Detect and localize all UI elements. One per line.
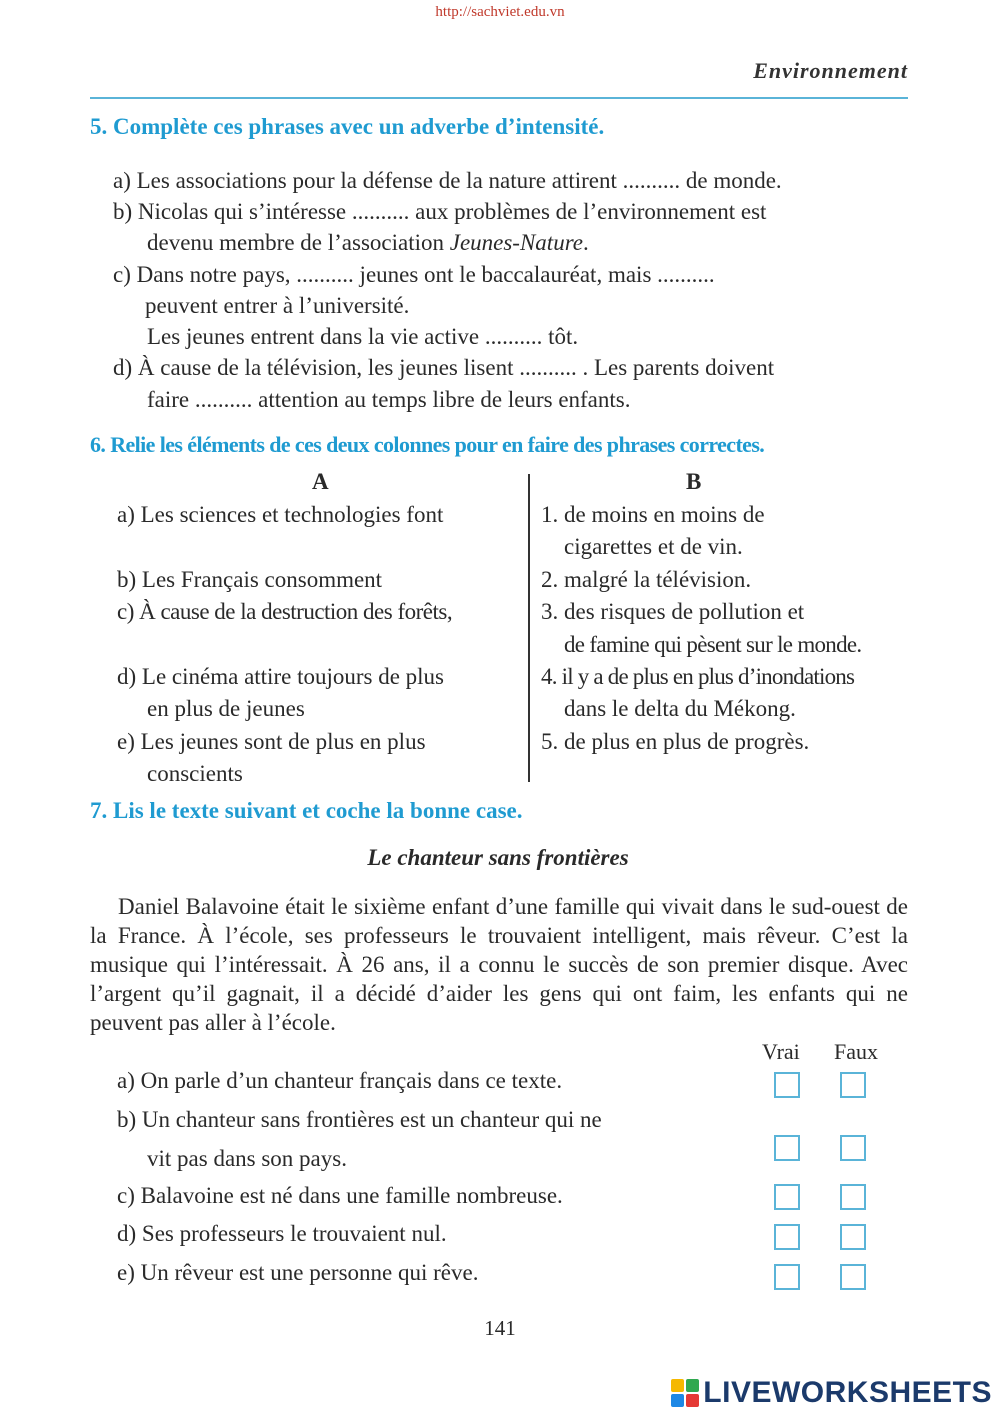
brand-name: LIVEWORKSHEETS	[703, 1376, 992, 1409]
ex5-line-a: a) Les associations pour la défense de la nature attirent .......... de monde.	[113, 168, 782, 193]
checkbox-e-vrai[interactable]	[774, 1264, 800, 1290]
ex5-line-c: c) Dans notre pays, .......... jeunes ont le baccalauréat, mais ..........	[113, 262, 715, 287]
col-b-item-3b: de famine qui pèsent sur le monde.	[564, 632, 862, 657]
column-a-header: A	[312, 469, 329, 494]
page-number: 141	[484, 1316, 516, 1340]
exercise-7-heading: 7. Lis le texte suivant et coche la bonne case.	[90, 798, 523, 823]
ex5-line-b: b) Nicolas qui s’intéresse .......... aux problèmes de l’environnement est	[113, 199, 767, 224]
statement-b2: vit pas dans son pays.	[147, 1146, 347, 1171]
ex5-line-c3: Les jeunes entrent dans la vie active .......... tôt.	[147, 324, 579, 349]
col-b-item-5[interactable]: 5. de plus en plus de progrès.	[541, 729, 810, 754]
column-vrai: Vrai	[762, 1039, 800, 1064]
statement-d: d) Ses professeurs le trouvaient nul.	[117, 1221, 447, 1246]
col-a-item-a[interactable]: a) Les sciences et technologies font	[117, 502, 444, 527]
col-b-item-2[interactable]: 2. malgré la télévision.	[541, 567, 752, 592]
association-name: Jeunes-Nature	[449, 230, 584, 255]
col-a-item-c[interactable]: c) À cause de la destruction des forêts,	[117, 599, 453, 624]
checkbox-b-vrai[interactable]	[774, 1135, 800, 1161]
checkbox-e-faux[interactable]	[840, 1264, 866, 1290]
text-title: Le chanteur sans frontières	[367, 845, 629, 870]
checkbox-d-vrai[interactable]	[774, 1224, 800, 1250]
col-a-item-e[interactable]: e) Les jeunes sont de plus en plus	[117, 729, 426, 754]
liveworksheets-logo[interactable]	[671, 1376, 992, 1410]
col-b-item-1b: cigarettes et de vin.	[564, 534, 743, 559]
col-b-item-4b: dans le delta du Mékong.	[564, 696, 796, 721]
header-divider	[90, 97, 908, 99]
reading-paragraph: Daniel Balavoine était le sixième enfant d’une famille qui vivait dans le sud-ouest de la France. À l’école, ses professeurs le trouvaient intelligent, mais rêveur. C’est la musique qui l’intéressait. À 26 ans, il a connu le succès de son premier disque. Avec l’argent qu’il gagnait, il a décidé d’aider les gens qui ont faim, les enfants qui ne peuvent pas aller à l’école.	[90, 894, 908, 1035]
ex5-line-d2: faire .......... attention au temps libre de leurs enfants.	[147, 387, 631, 412]
checkbox-c-faux[interactable]	[840, 1184, 866, 1210]
column-divider	[528, 474, 530, 782]
statement-e: e) Un rêveur est une personne qui rêve.	[117, 1260, 479, 1285]
col-a-item-e2: conscients	[147, 761, 243, 786]
checkbox-c-vrai[interactable]	[774, 1184, 800, 1210]
col-a-item-b[interactable]: b) Les Français consomment	[117, 567, 383, 592]
col-a-item-d[interactable]: d) Le cinéma attire toujours de plus	[117, 664, 445, 689]
column-faux: Faux	[834, 1039, 878, 1064]
ex5-line-d: d) À cause de la télévision, les jeunes lisent .......... . Les parents doivent	[113, 355, 775, 380]
ex5-line-b2: devenu membre de l’association Jeunes-Nature.	[147, 230, 589, 255]
checkbox-a-vrai[interactable]	[774, 1072, 800, 1098]
ex5-line-c2: peuvent entrer à l’université.	[145, 293, 410, 318]
source-url[interactable]: http://sachviet.edu.vn	[435, 4, 565, 20]
statement-b: b) Un chanteur sans frontières est un chanteur qui ne	[117, 1107, 602, 1132]
exercise-5-heading: 5. Complète ces phrases avec un adverbe d’intensité.	[90, 114, 605, 139]
col-a-item-d2: en plus de jeunes	[147, 696, 305, 721]
column-b-header: B	[686, 469, 702, 494]
chapter-title: Environnement	[753, 58, 908, 83]
col-b-item-1[interactable]: 1. de moins en moins de	[541, 502, 765, 527]
col-b-item-4[interactable]: 4. il y a de plus en plus d’inondations	[541, 664, 855, 689]
checkbox-a-faux[interactable]	[840, 1072, 866, 1098]
statement-a: a) On parle d’un chanteur français dans ce texte.	[117, 1068, 563, 1093]
liveworksheets-logo-icon	[671, 1379, 699, 1407]
checkbox-b-faux[interactable]	[840, 1135, 866, 1161]
checkbox-d-faux[interactable]	[840, 1224, 866, 1250]
col-b-item-3[interactable]: 3. des risques de pollution et	[541, 599, 805, 624]
statement-c: c) Balavoine est né dans une famille nombreuse.	[117, 1183, 563, 1208]
exercise-6-heading: 6. Relie les éléments de ces deux colonnes pour en faire des phrases correctes.	[90, 432, 765, 457]
